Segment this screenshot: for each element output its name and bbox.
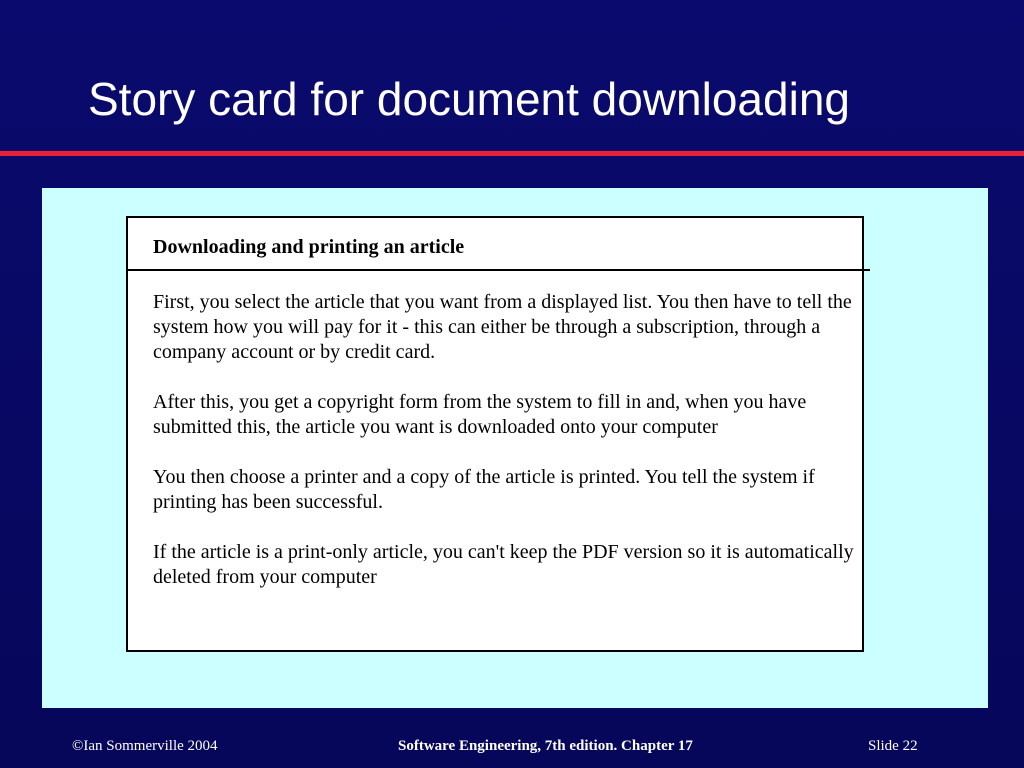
title-divider: [0, 151, 1024, 156]
story-paragraph-3: You then choose a printer and a copy of the article is printed. You tell the system if printing has been successful.: [153, 466, 815, 513]
story-paragraph-4: If the article is a print-only article, you can't keep the PDF version so it is automatically deleted from your computer: [153, 541, 854, 588]
slide-title: Story card for document downloading: [88, 73, 850, 125]
story-card-title: Downloading and printing an article: [153, 236, 465, 258]
story-card-divider: [128, 269, 870, 271]
story-paragraph-1: First, you select the article that you want from a displayed list. You then have to tell the system how you will pay for it - this can either be through a subscription, through a company account or by credit card.: [153, 291, 852, 363]
story-card: [126, 216, 864, 652]
footer-book-title: Software Engineering, 7th edition. Chapter 17: [398, 738, 693, 754]
story-card-body: [153, 290, 859, 615]
footer-slide-number: Slide 22: [868, 738, 918, 754]
story-paragraph-2: After this, you get a copyright form from the system to fill in and, when you have submitted this, the article you want is downloaded onto your computer: [153, 391, 807, 438]
footer-copyright: ©Ian Sommerville 2004: [72, 738, 218, 754]
